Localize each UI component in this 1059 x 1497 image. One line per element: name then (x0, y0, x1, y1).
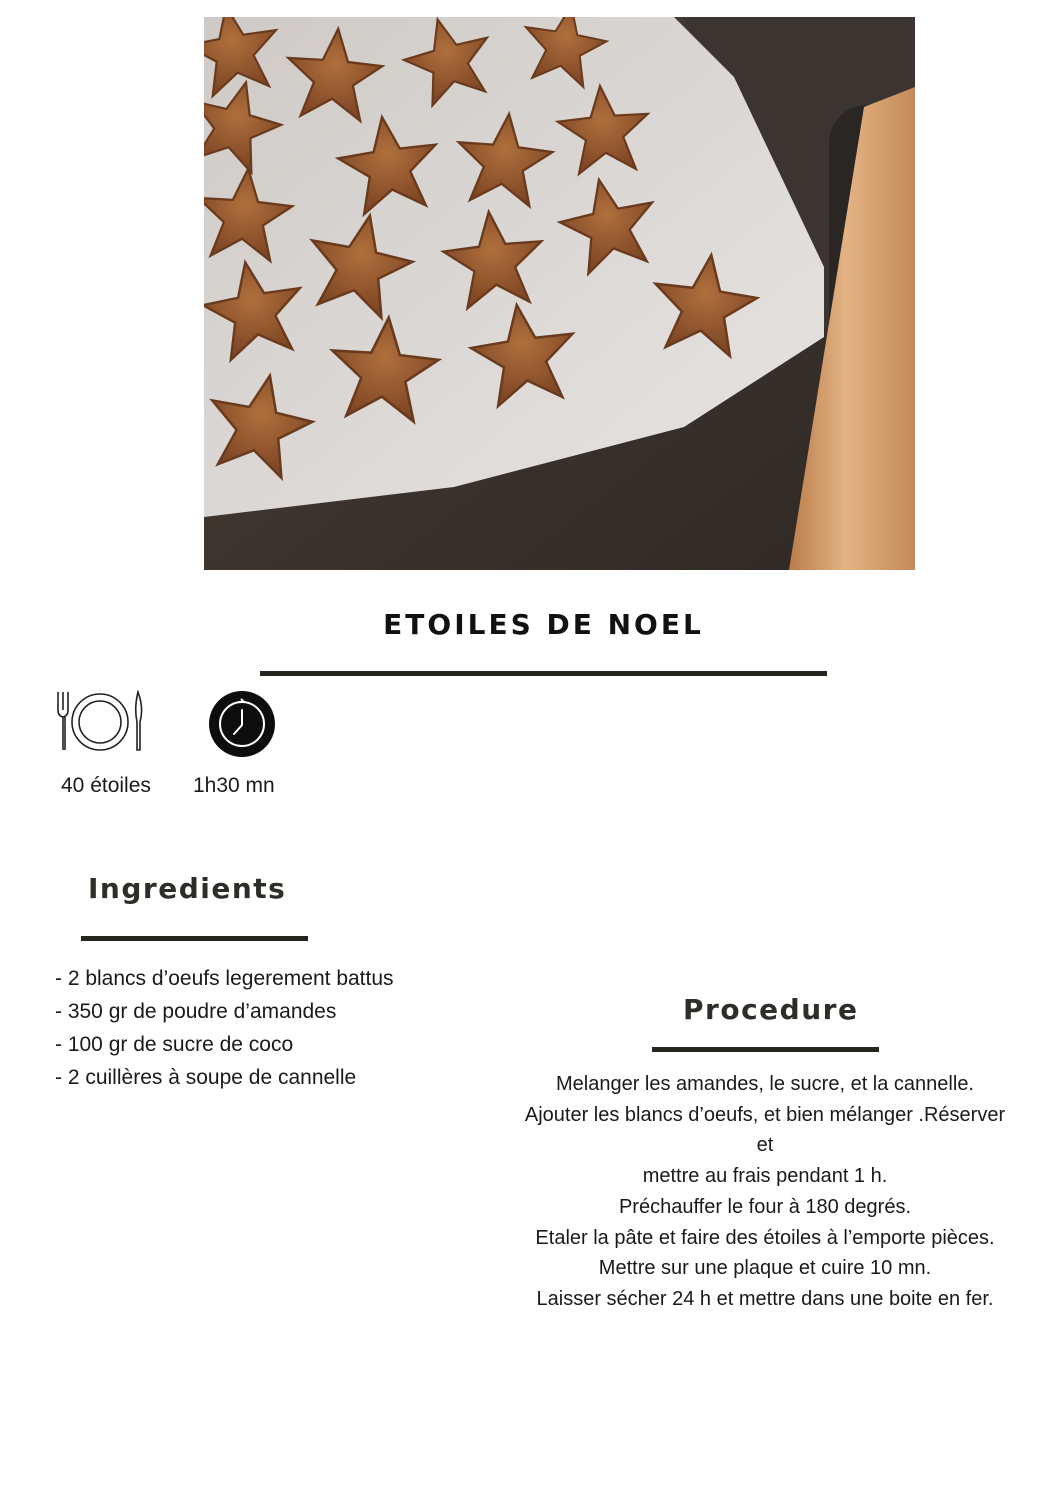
plate-cutlery-icon (54, 690, 146, 754)
procedure-line: Ajouter les blancs d’oeufs, et bien mélanger .Réserver et (524, 1103, 1006, 1157)
ingredients-list (55, 962, 394, 1094)
time-label: 1h30 mn (193, 774, 275, 797)
procedure-divider (652, 1047, 879, 1052)
ingredients-heading: Ingredients (88, 872, 287, 905)
ingredients-divider (81, 936, 308, 941)
star-cookies-image (204, 17, 915, 570)
procedure-line: Préchauffer le four à 180 degrés. (618, 1195, 912, 1218)
procedure-line: Laisser sécher 24 h et mettre dans une boite en fer. (536, 1287, 994, 1310)
ingredient-item: - 100 gr de sucre de coco (55, 1033, 294, 1056)
servings-label: 40 étoiles (61, 774, 151, 797)
title-divider (260, 671, 827, 676)
procedure-heading: Procedure (683, 993, 859, 1026)
procedure-line: Mettre sur une plaque et cuire 10 mn. (598, 1257, 932, 1280)
recipe-title: ETOILES DE NOEL (383, 608, 704, 641)
procedure-line: Melanger les amandes, le sucre, et la cannelle. (555, 1073, 974, 1095)
ingredient-item: - 350 gr de poudre d’amandes (55, 1000, 337, 1023)
procedure-line: mettre au frais pendant 1 h. (642, 1165, 888, 1188)
ingredient-item: - 2 cuillères à soupe de cannelle (55, 1066, 357, 1089)
clock-icon (208, 690, 276, 758)
procedure-text (515, 1069, 1015, 1315)
recipe-photo (204, 17, 915, 570)
ingredient-item: - 2 blancs d’oeufs legerement battus (55, 967, 394, 990)
procedure-line: Etaler la pâte et faire des étoiles à l’emporte pièces. (535, 1226, 995, 1249)
